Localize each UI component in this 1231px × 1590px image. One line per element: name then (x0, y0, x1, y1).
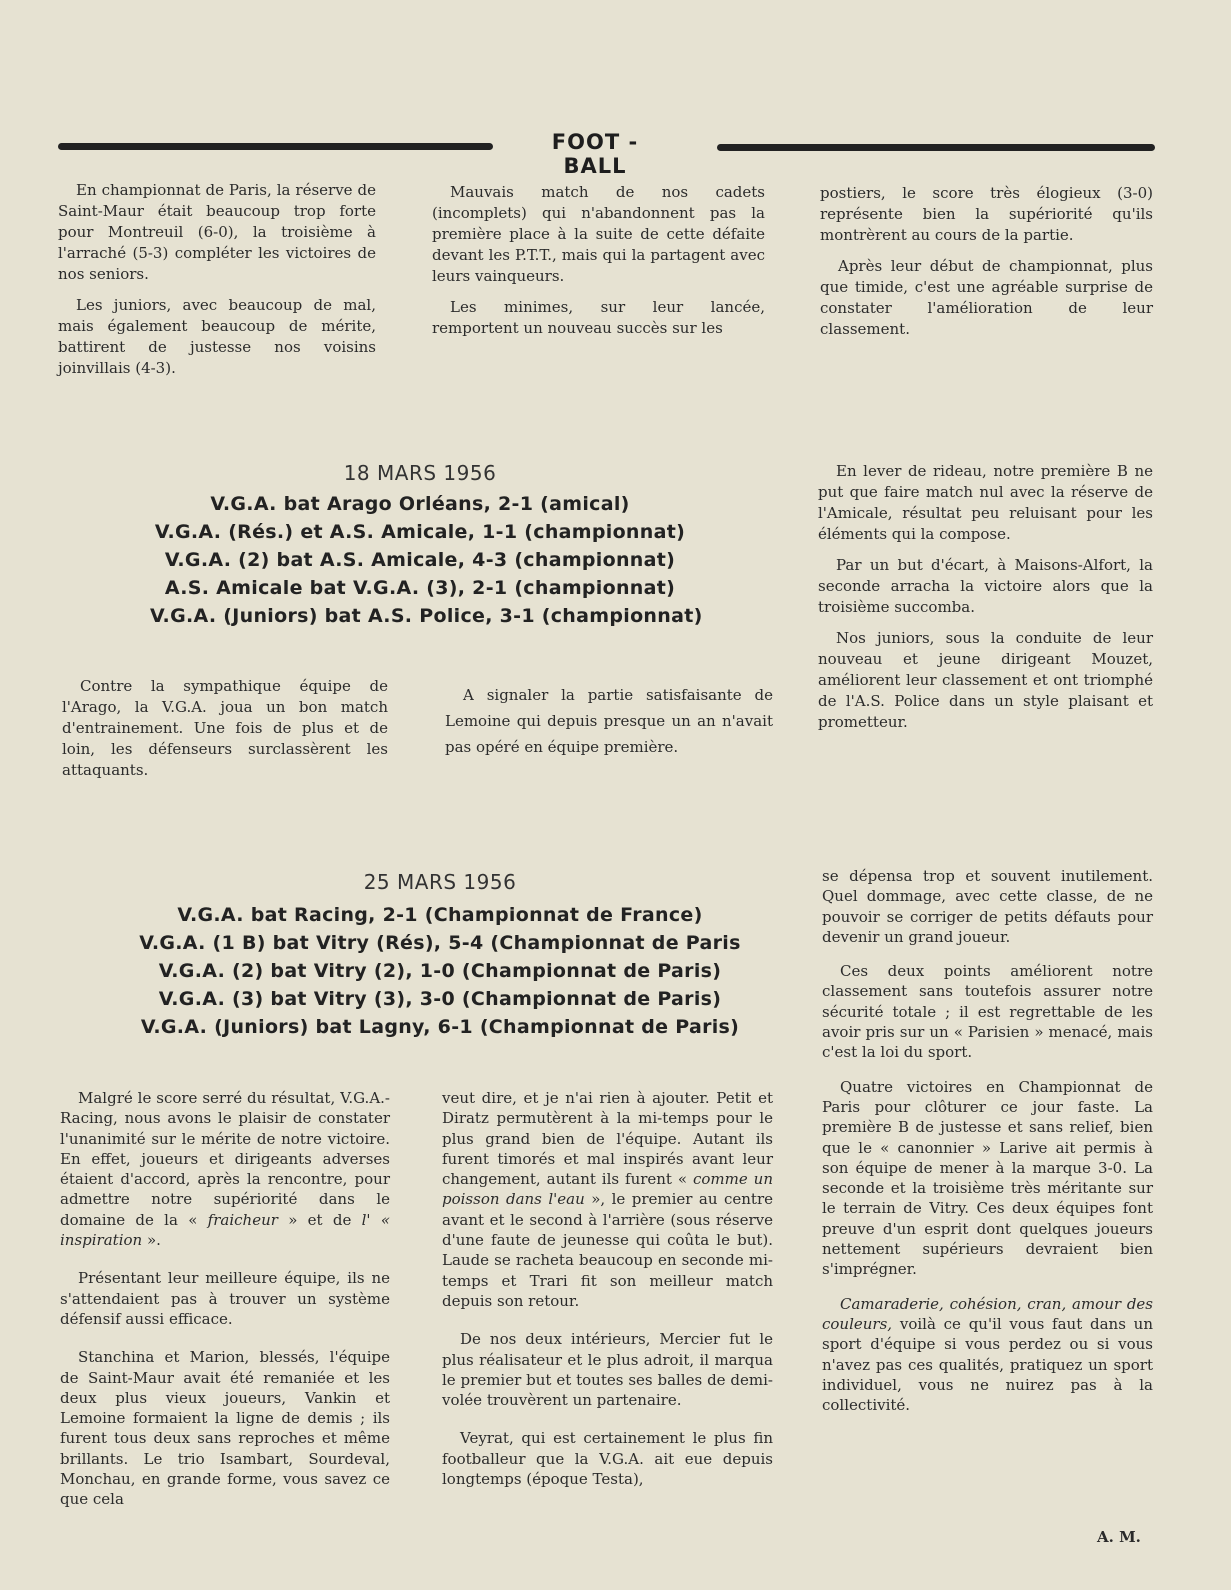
match-date-18-mars: 18 MARS 1956 (343, 461, 497, 485)
header-rule-right (717, 144, 1155, 151)
paragraph: De nos deux intérieurs, Mercier fut le plus réalisateur et le plus adroit, il marqua le premier but et toutes ses balles de demi-volée trouvèrent un partenaire. (442, 1330, 773, 1410)
paragraph: Après leur début de championnat, plus que timide, c'est une agréable surprise de constater l'amélioration de leur classement. (820, 257, 1153, 338)
top-column-3 (820, 183, 1153, 350)
paragraph: Ces deux points améliorent notre classement sans toutefois assurer notre sécurité totale ; il est regrettable de les avoir pris sur un « Parisien » menacé, mais c'est la loi du sport. (822, 962, 1153, 1062)
result-line: A.S. Amicale bat V.G.A. (3), 2-1 (championnat) (164, 577, 676, 599)
top-column-2 (432, 182, 765, 349)
paragraph: Les minimes, sur leur lancée, remportent un nouveau succès sur les (432, 298, 765, 337)
match-date-25-mars: 25 MARS 1956 (363, 870, 517, 894)
results-18-mars (150, 490, 703, 630)
paragraph: Mauvais match de nos cadets (incomplets) qui n'abandonnent pas la première place à la suite de cette défaite devant les P.T.T., mais qui la partagent avec leurs vainqueurs. (432, 183, 765, 285)
paragraph: veut dire, et je n'ai rien à ajouter. Petit et Diratz permutèrent à la mi-temps pour le plus grand bien de l'équipe. Autant ils furent timorés et mal inspirés avant leur changement, autant ils furent « comme un poisson dans l'eau », le premier au centre avant et le second à l'arrière (sous réserve d'une faute de jeunesse qui coûta le but). Laude se racheta beaucoup en seconde mi-temps et Trari fit son meilleur match depuis son retour. (442, 1089, 774, 1310)
paragraph: A signaler la partie satisfaisante de Lemoine qui depuis presque un an n'avait pas opéré en équipe première. (445, 686, 773, 756)
mars25-column-3 (822, 866, 1153, 1425)
result-line: V.G.A. (Juniors) bat Lagny, 6-1 (Championnat de Paris) (140, 1016, 740, 1038)
paragraph: Nos juniors, sous la conduite de leur nouveau et jeune dirigeant Mouzet, améliorent leur classement et ont triomphé de l'A.S. Police dans un style plaisant et prometteur. (818, 629, 1153, 731)
result-line: V.G.A. (3) bat Vitry (3), 3-0 (Championnat de Paris) (158, 988, 722, 1010)
paragraph: Malgré le score serré du résultat, V.G.A.-Racing, nous avons le plaisir de constater l'unanimité sur le mérite de notre victoire. En effet, joueurs et dirigeants adverses étaient d'accord, après la rencontre, pour admettre notre supériorité dans le domaine de la « fraicheur » et de l' « inspiration ». (60, 1089, 390, 1250)
paragraph: Contre la sympathique équipe de l'Arago, la V.G.A. joua un bon match d'entrainement. Une fois de plus et de loin, les défenseurs surclassèrent les attaquants. (62, 677, 388, 779)
paragraph: Stanchina et Marion, blessés, l'équipe de Saint-Maur avait été remaniée et les deux plus vieux joueurs, Vankin et Lemoine formaient la ligne de demis ; ils furent tous deux sans reproches et même brillants. Le trio Isambart, Sourdeval, Monchau, en grande forme, vous savez ce que cela (60, 1348, 390, 1509)
top-column-1 (58, 180, 376, 389)
paragraph: Par un but d'écart, à Maisons-Alfort, la seconde arracha la victoire alors que la troisième succomba. (818, 556, 1153, 616)
paragraph: En championnat de Paris, la réserve de Saint-Maur était beaucoup trop forte pour Montreuil (6-0), la troisième à l'arraché (5-3) compléter les victoires de nos seniors. (58, 181, 376, 283)
paragraph: Les juniors, avec beaucoup de mal, mais également beaucoup de mérite, battirent de justesse nos voisins joinvillais (4-3). (58, 296, 376, 377)
paragraph: Veyrat, qui est certainement le plus fin footballeur que la V.G.A. ait eue depuis longtemps (époque Testa), (442, 1429, 773, 1489)
paragraph: Quatre victoires en Championnat de Paris pour clôturer ce jour faste. La première B de justesse et sans relief, bien que le « canonnier » Larive ait permis à son équipe de mener à la marque 3-0. La seconde et la troisième très méritante sur le terrain de Vitry. Ces deux équipes font preuve d'un esprit dont quelques joueurs nettement supérieurs devraient bien s'imprégner. (822, 1077, 1153, 1279)
mars25-column-1 (60, 1088, 390, 1520)
result-line: V.G.A. bat Arago Orléans, 2-1 (amical) (210, 493, 630, 515)
result-line: V.G.A. (Juniors) bat A.S. Police, 3-1 (championnat) (150, 605, 703, 627)
results-25-mars (110, 901, 770, 1041)
result-line: V.G.A. (2) bat Vitry (2), 1-0 (Championnat de Paris) (158, 960, 722, 982)
section-title: FOOT - BALL (551, 130, 639, 178)
result-line: V.G.A. (Rés.) et A.S. Amicale, 1-1 (championnat) (154, 521, 686, 543)
mars18-column-2 (445, 682, 773, 770)
author-signature: A. M. (1097, 1528, 1141, 1546)
result-line: V.G.A. bat Racing, 2-1 (Championnat de France) (177, 904, 703, 926)
header-rule-left (58, 143, 493, 150)
result-line: V.G.A. (1 B) bat Vitry (Rés), 5-4 (Championnat de Paris (139, 932, 741, 954)
paragraph: se dépensa trop et souvent inutilement. Quel dommage, avec cette classe, de ne pouvoir se corriger de petits défauts pour devenir un grand joueur. (822, 867, 1153, 946)
paragraph: En lever de rideau, notre première B ne put que faire match nul avec la réserve de l'Amicale, résultat peu reluisant pour les éléments qui la compose. (818, 462, 1153, 543)
result-line: V.G.A. (2) bat A.S. Amicale, 4-3 (championnat) (164, 549, 676, 571)
paragraph: Camaraderie, cohésion, cran, amour des couleurs, voilà ce qu'il vous faut dans un sport d'équipe si vous perdez ou si vous n'avez pas ces qualités, pratiquez un sport individuel, vous ne nuirez pas à la collectivité. (822, 1294, 1153, 1415)
mars25-column-2 (442, 1088, 773, 1499)
paragraph: postiers, le score très élogieux (3-0) représente bien la supériorité qu'ils montrèrent au cours de la partie. (820, 184, 1153, 244)
mars18-column-3 (818, 461, 1153, 743)
paragraph: Présentant leur meilleure équipe, ils ne s'attendaient pas à trouver un système défensif aussi efficace. (60, 1269, 390, 1328)
mars18-column-1 (62, 676, 388, 791)
